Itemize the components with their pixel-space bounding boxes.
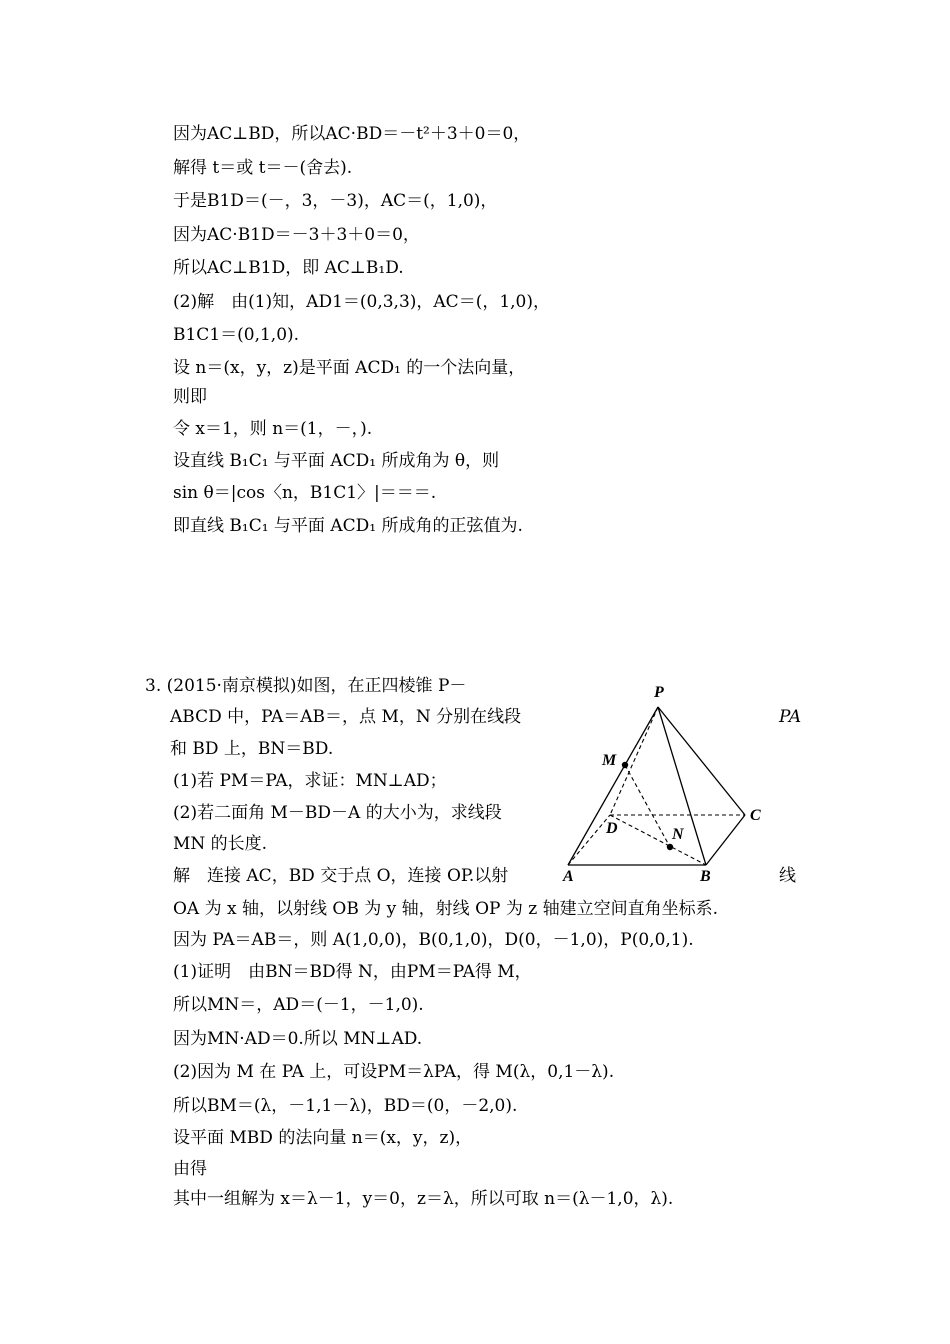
text-line: B1C1＝(0,1,0).: [173, 325, 300, 345]
problem-3-line-tail: PA: [779, 707, 802, 727]
text-line: (2)解 由(1)知，AD1＝(0,3,3)，AC＝(，1,0)，: [173, 292, 550, 312]
label-d: D: [606, 820, 618, 837]
label-a: A: [563, 868, 574, 885]
text-line: 于是B1D＝(－，3，－3)，AC＝(，1,0)，: [173, 191, 498, 211]
problem-3-line: (2)若二面角 M－BD－A 的大小为，求线段: [173, 803, 502, 823]
text-line: 令 x＝1，则 n＝(1，－，).: [173, 419, 373, 439]
label-c: C: [750, 807, 761, 824]
text-line: 解得 t＝或 t＝－(舍去).: [173, 158, 353, 178]
text-line: 因为AC·B1D＝－3＋3＋0＝0，: [173, 225, 420, 245]
text-line: 设直线 B₁C₁ 与平面 ACD₁ 所成角为 θ，则: [173, 451, 500, 471]
solution-line: OA 为 x 轴，以射线 OB 为 y 轴，射线 OP 为 z 轴建立空间直角坐标系.: [173, 899, 719, 919]
text-line: 所以AC⊥B1D，即 AC⊥B₁D.: [173, 258, 404, 278]
problem-3-line: 3. (2015·南京模拟)如图，在正四棱锥 P－: [145, 676, 467, 696]
solution-line: 所以MN＝，AD＝(－1，－1,0).: [173, 995, 424, 1015]
point-n: [667, 844, 673, 850]
label-p: P: [654, 684, 664, 701]
solution-line: 由得: [173, 1159, 207, 1179]
solution-line: 所以BM＝(λ，－1,1－λ)，BD＝(0，－2,0).: [173, 1096, 518, 1116]
point-m: [622, 762, 628, 768]
problem-3-line: MN 的长度.: [173, 834, 268, 854]
text-line: 因为AC⊥BD，所以AC·BD＝－t²＋3＋0＝0，: [173, 124, 531, 144]
solution-line: 其中一组解为 x＝λ－1，y＝0，z＝λ，所以可取 n＝(λ－1,0，λ).: [173, 1189, 674, 1209]
solution-line: 设平面 MBD 的法向量 n＝(x，y，z)，: [173, 1128, 473, 1148]
edge-pd: [610, 707, 658, 815]
solution-line: (1)证明 由BN＝BD得 N，由PM＝PA得 M，: [173, 962, 532, 982]
solution-line: (2)因为 M 在 PA 上，可设PM＝λPA，得 M(λ，0,1－λ).: [173, 1062, 615, 1082]
problem-3-line: ABCD 中，PA＝AB＝，点 M，N 分别在线段: [170, 707, 522, 727]
text-line: 则即: [173, 387, 207, 407]
problem-3-line-tail: 线: [779, 866, 796, 886]
edge-db: [610, 815, 706, 865]
text-line: sin θ＝|cos〈n，B1C1〉|＝＝＝.: [173, 483, 437, 503]
solution-line: 因为MN·AD＝0.所以 MN⊥AD.: [173, 1029, 423, 1049]
label-b: B: [700, 868, 711, 885]
problem-3-line: 解 连接 AC，BD 交于点 O，连接 OP.以射: [173, 866, 509, 886]
edge-ad: [568, 815, 610, 865]
edge-pc: [658, 707, 745, 815]
edge-pa: [568, 707, 658, 865]
problem-3-line: (1)若 PM＝PA，求证：MN⊥AD；: [173, 771, 447, 791]
edge-bc: [706, 815, 745, 865]
text-line: 即直线 B₁C₁ 与平面 ACD₁ 所成角的正弦值为.: [173, 516, 523, 536]
text-line: 设 n＝(x，y，z)是平面 ACD₁ 的一个法向量，: [173, 358, 526, 378]
problem-3-line: 和 BD 上，BN＝BD.: [170, 739, 334, 759]
label-m: M: [602, 752, 617, 769]
label-n: N: [672, 826, 684, 843]
solution-line: 因为 PA＝AB＝，则 A(1,0,0)，B(0,1,0)，D(0，－1,0)，P(0,0,1).: [173, 930, 694, 950]
